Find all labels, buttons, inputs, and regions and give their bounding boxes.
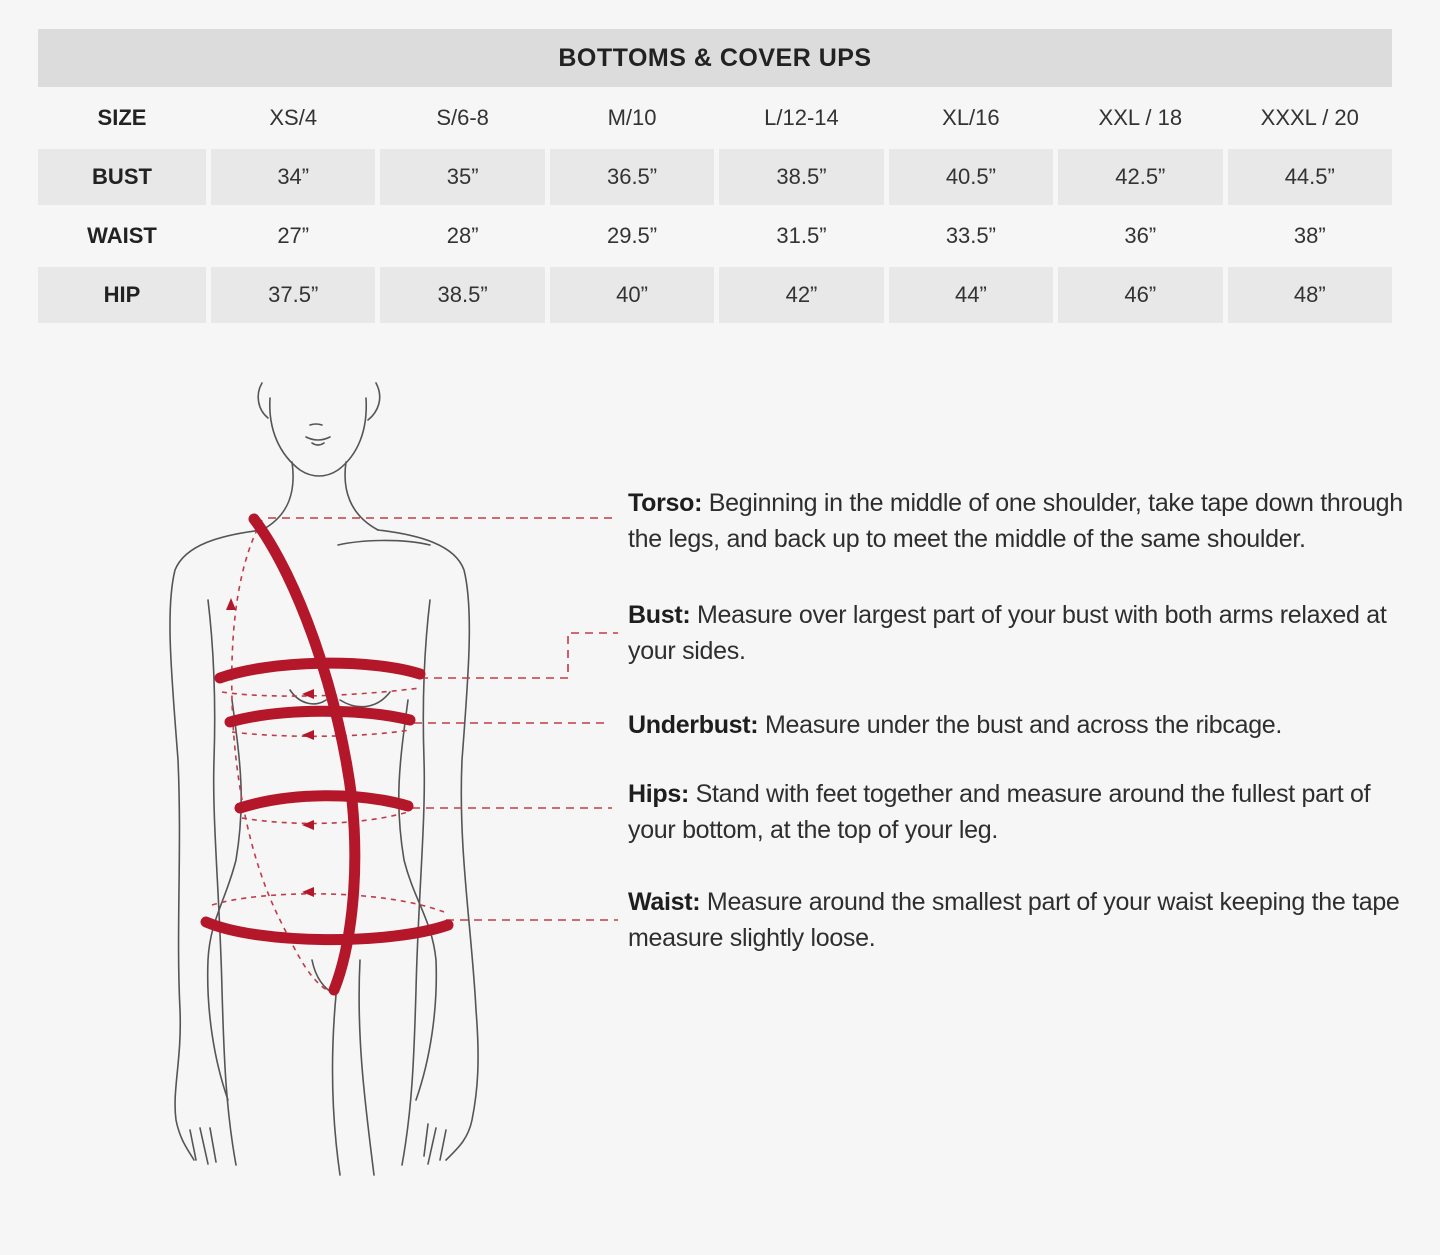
table-cell: 44.5” [1228, 149, 1392, 205]
guide-text: Measure around the smallest part of your waist keeping the tape measure slightly loose. [628, 888, 1400, 952]
size-header-cell: XXL / 18 [1098, 105, 1183, 130]
size-chart-table [33, 29, 1397, 323]
table-cell: 40.5” [889, 149, 1053, 205]
guide-term: Waist: [628, 888, 701, 916]
table-cell: 35” [380, 149, 544, 205]
table-row-bust [38, 149, 1392, 205]
table-cell: 34” [211, 149, 375, 205]
table-cell: 38.5” [719, 149, 883, 205]
table-cell: 29.5” [606, 223, 658, 248]
size-header-cell: XL/16 [942, 105, 1000, 130]
guide-underbust [628, 707, 1418, 743]
row-label: WAIST [87, 223, 157, 248]
size-header-cell: XS/4 [269, 105, 318, 130]
size-header-cell: S/6-8 [436, 105, 489, 130]
size-header-cell: XXXL / 20 [1260, 105, 1359, 130]
table-cell: 36” [1124, 223, 1157, 248]
size-label: SIZE [97, 105, 147, 130]
size-header-cell: L/12-14 [764, 105, 839, 130]
table-cell: 42.5” [1058, 149, 1222, 205]
table-cell: 31.5” [776, 223, 827, 248]
table-row-waist [38, 205, 1392, 267]
table-cell: 42” [719, 267, 883, 323]
guide-text: Stand with feet together and measure around the fullest part of your bottom, at the top of your leg. [628, 780, 1371, 844]
guide-bust [628, 597, 1418, 669]
row-label: HIP [38, 267, 206, 323]
table-cell: 48” [1228, 267, 1392, 323]
guide-term: Underbust: [628, 711, 759, 739]
guide-term: Torso: [628, 489, 703, 517]
table-cell: 44” [889, 267, 1053, 323]
table-cell: 38.5” [380, 267, 544, 323]
table-cell: 37.5” [211, 267, 375, 323]
table-cell: 27” [277, 223, 310, 248]
female-body-measurement-illustration [160, 375, 630, 1185]
guide-torso [628, 485, 1418, 557]
table-cell: 46” [1058, 267, 1222, 323]
table-cell: 36.5” [550, 149, 714, 205]
guide-term: Hips: [628, 780, 690, 808]
table-title: BOTTOMS & COVER UPS [38, 29, 1392, 87]
guide-text: Beginning in the middle of one shoulder, take tape down through the legs, and back up to meet the middle of the same shoulder. [628, 489, 1403, 553]
row-label: BUST [38, 149, 206, 205]
guide-hips [628, 776, 1418, 848]
table-cell: 33.5” [945, 223, 996, 248]
size-header-row [38, 87, 1392, 149]
guide-waist [628, 884, 1418, 956]
table-row-hip [38, 267, 1392, 323]
table-cell: 40” [550, 267, 714, 323]
table-cell: 28” [446, 223, 479, 248]
guide-text: Measure over largest part of your bust with both arms relaxed at your sides. [628, 601, 1387, 665]
size-header-cell: M/10 [607, 105, 657, 130]
table-cell: 38” [1293, 223, 1326, 248]
guide-term: Bust: [628, 601, 691, 629]
guide-text: Measure under the bust and across the ribcage. [758, 711, 1283, 739]
